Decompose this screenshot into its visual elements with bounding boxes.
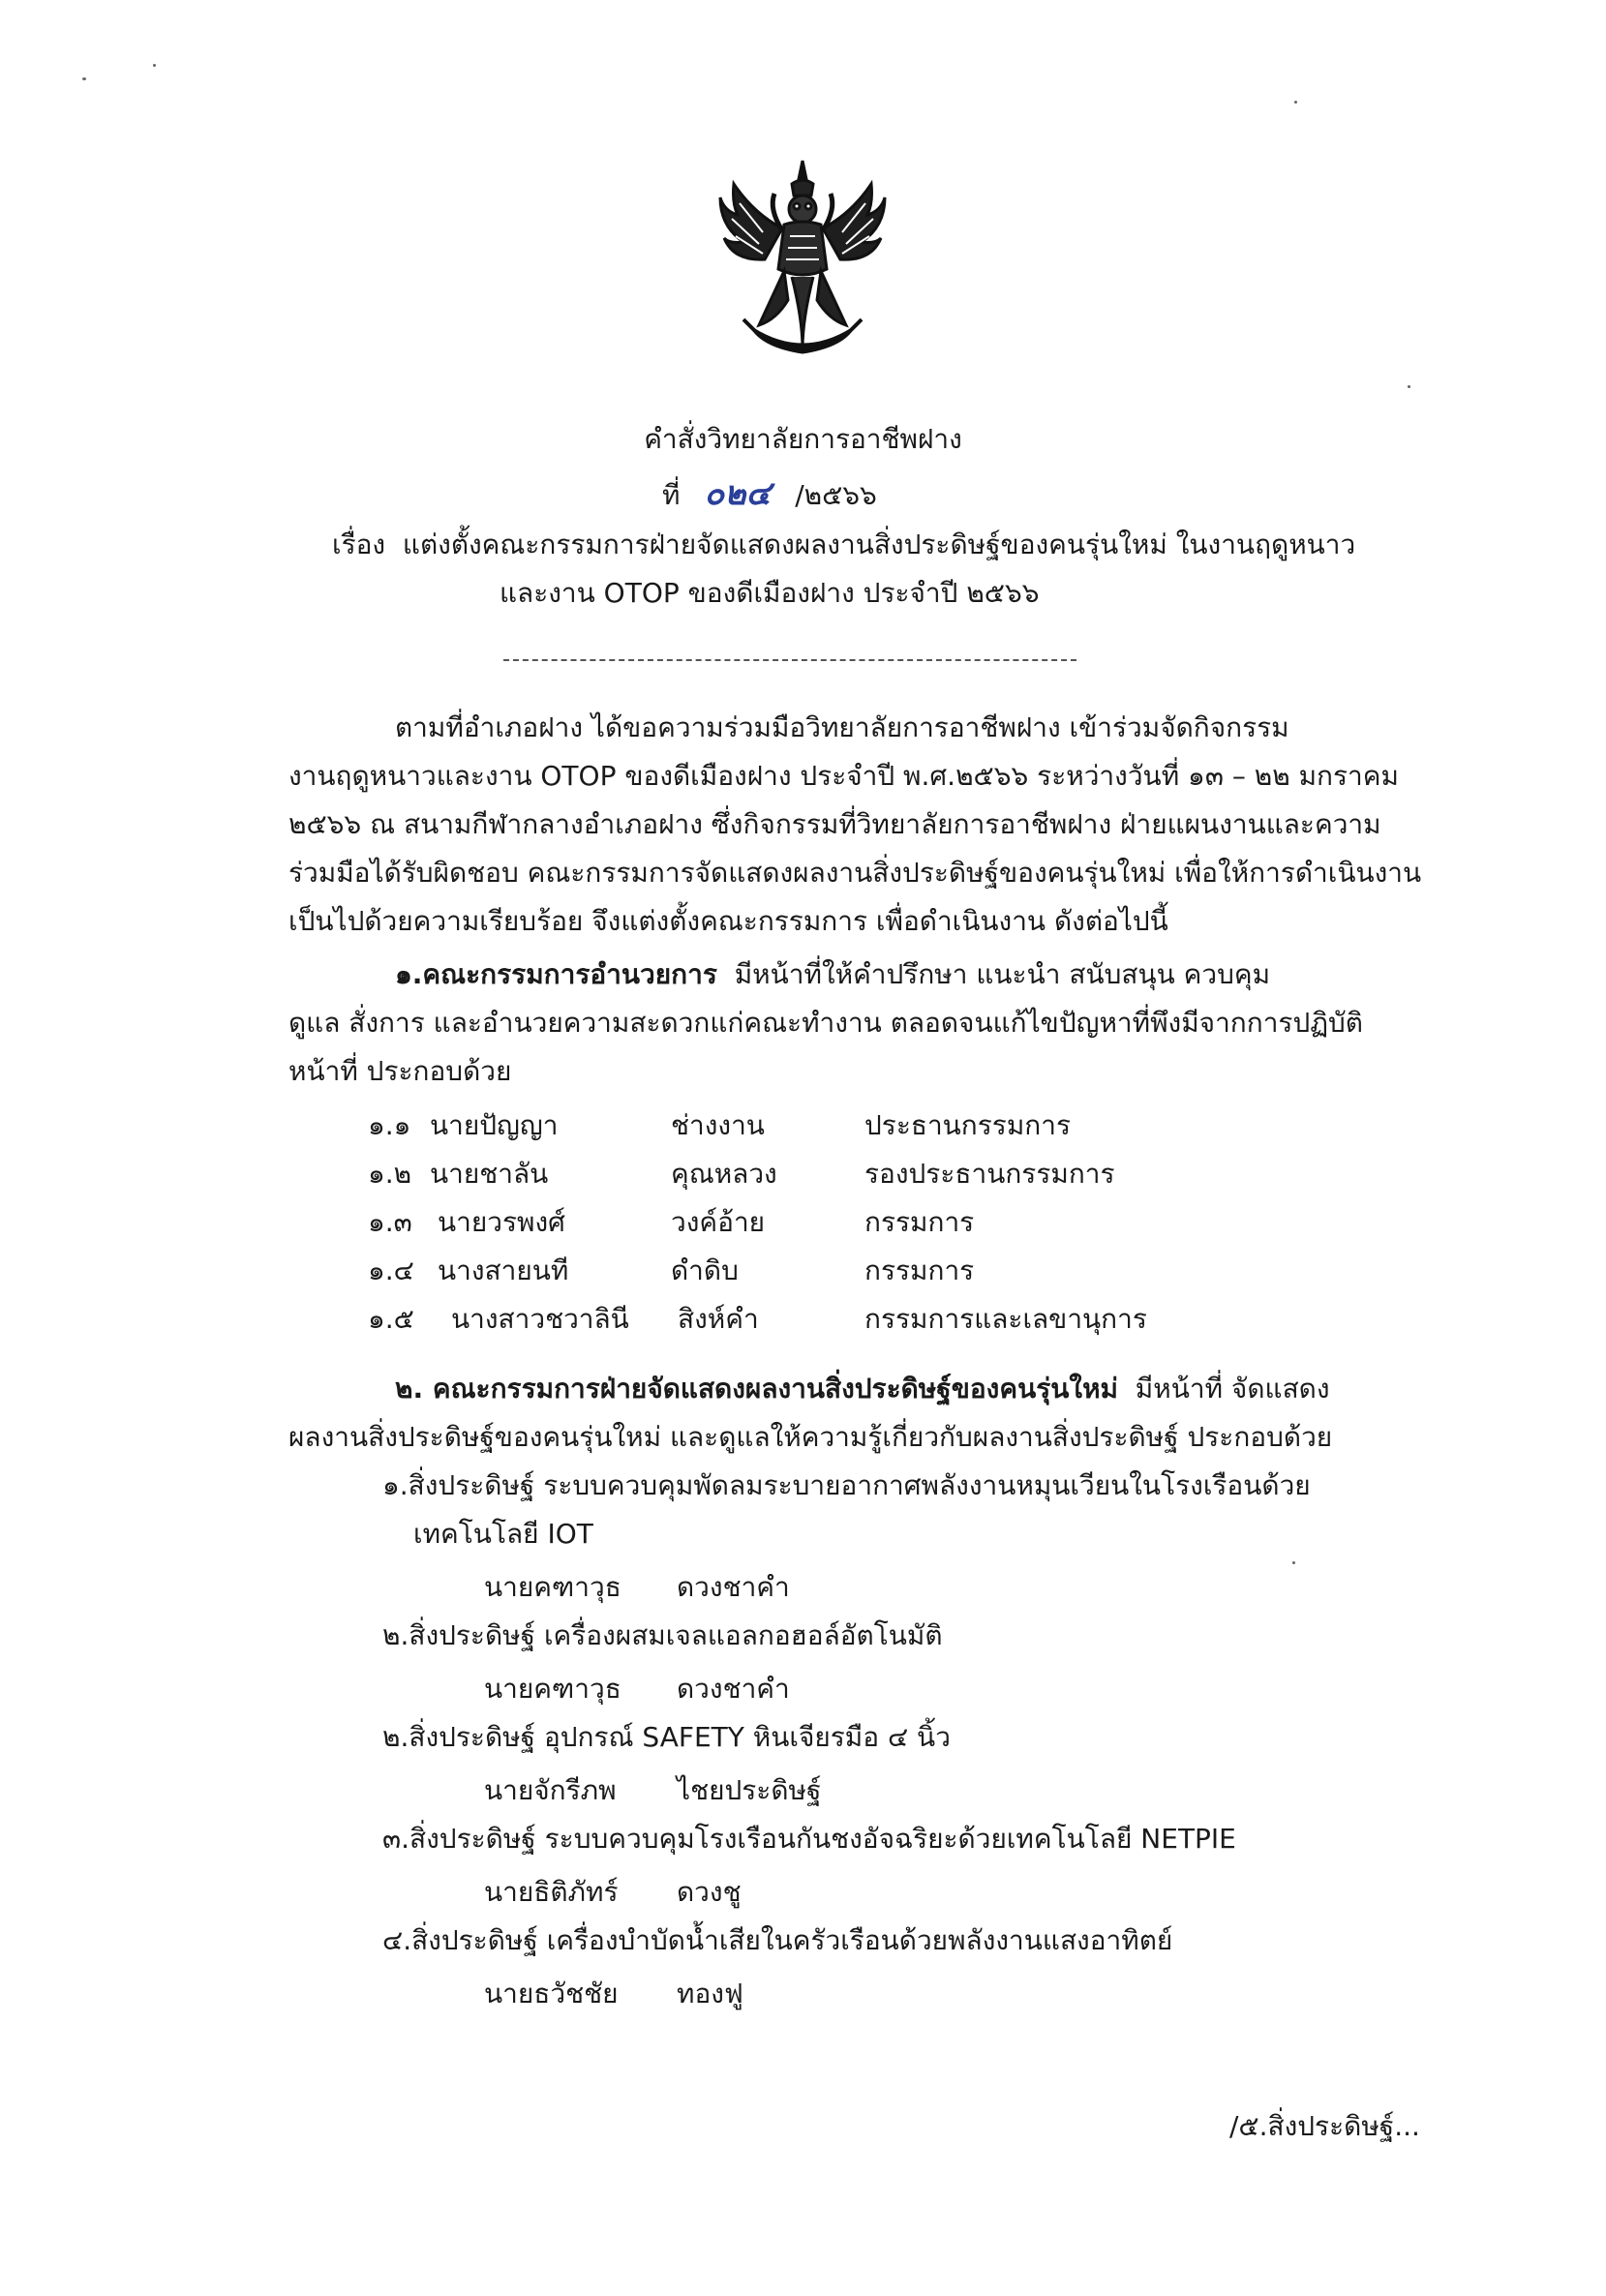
invention-title: ๑.สิ่งประดิษฐ์ ระบบควบคุมพัดลมระบายอากาศพลังงานหมุนเวียนในโรงเรือนด้วย — [382, 1469, 1311, 1501]
invention-title: ๓.สิ่งประดิษฐ์ ระบบควบคุมโรงเรือนกันชงอัจฉริยะด้วยเทคโนโลยี NETPIE — [382, 1823, 1236, 1855]
member-role: ประธานกรรมการ — [864, 1109, 1072, 1141]
member-first-name: นายชาลัน — [430, 1158, 549, 1190]
member-last-name: สิงห์คำ — [678, 1303, 759, 1335]
order-number-line — [662, 474, 877, 515]
inventor-last-name: ดวงชาคำ — [677, 1571, 790, 1603]
member-role: กรรมการ — [864, 1254, 975, 1286]
member-no: ๑.๓ — [368, 1206, 412, 1238]
scan-speck — [1408, 385, 1410, 388]
member-last-name: วงค์อ้าย — [671, 1206, 766, 1238]
intro-line-4: ร่วมมือได้รับผิดชอบ คณะกรรมการจัดแสดงผลงานสิ่งประดิษฐ์ของคนรุ่นใหม่ เพื่อให้การดำเนินงาน — [288, 857, 1422, 889]
section1-line-1 — [395, 955, 1270, 994]
invention-title: ๒.สิ่งประดิษฐ์ เครื่องผสมเจลแอลกอฮอล์อัตโนมัติ — [382, 1619, 943, 1651]
inventor-last-name: ดวงชู — [677, 1876, 742, 1908]
divider-dashed — [503, 659, 1076, 661]
member-first-name: นางสายนที — [438, 1254, 569, 1286]
subject-line-1 — [332, 526, 1355, 564]
continuation-note: /๕.สิ่งประดิษฐ์... — [1229, 2110, 1420, 2142]
inventor-last-name: ดวงชาคำ — [677, 1673, 790, 1705]
scan-speck — [1294, 101, 1297, 104]
garuda-emblem-icon — [714, 155, 891, 356]
invention-title: ๔.สิ่งประดิษฐ์ เครื่องบำบัดน้ำเสียในครัวเรือนด้วยพลังงานแสงอาทิตย์ — [382, 1924, 1173, 1956]
invention-title-cont: เทคโนโลยี IOT — [413, 1518, 593, 1550]
inventor-first-name: นายธวัชชัย — [484, 1978, 619, 2009]
member-role: กรรมการ — [864, 1206, 975, 1238]
inventor-first-name: นายจักรีภพ — [484, 1774, 617, 1806]
inventor-last-name: ไชยประดิษฐ์ — [677, 1774, 822, 1806]
section1-line-3: หน้าที่ ประกอบด้วย — [288, 1055, 512, 1087]
member-first-name: นายวรพงศ์ — [438, 1206, 565, 1238]
member-last-name: ช่างงาน — [671, 1109, 765, 1141]
scan-speck — [153, 64, 156, 67]
inventor-first-name: นายคฑาวุธ — [484, 1673, 621, 1705]
subject-line-2: และงาน OTOP ของดีเมืองฝาง ประจำปี ๒๕๖๖ — [500, 577, 1040, 609]
scan-speck — [82, 77, 86, 80]
subject-text: แต่งตั้งคณะกรรมการฝ่ายจัดแสดงผลงานสิ่งประดิษฐ์ของคนรุ่นใหม่ ในงานฤดูหนาว — [402, 529, 1356, 560]
intro-line-3: ๒๕๖๖ ณ สนามกีฬากลางอำเภอฝาง ซึ่งกิจกรรมที่วิทยาลัยการอาชีพฝาง ฝ่ายแผนงานและความ — [288, 808, 1381, 840]
member-no: ๑.๒ — [368, 1158, 412, 1190]
inventor-first-name: นายธิติภัทร์ — [484, 1876, 619, 1908]
section2-line-2: ผลงานสิ่งประดิษฐ์ของคนรุ่นใหม่ และดูแลให้ความรู้เกี่ยวกับผลงานสิ่งประดิษฐ์ ประกอบด้วย — [288, 1421, 1333, 1453]
order-prefix: ที่ — [662, 479, 681, 511]
order-number-handwritten: ๐๒๔ — [704, 474, 772, 513]
order-year: /๒๕๖๖ — [795, 479, 877, 511]
section1-line-2: ดูแล สั่งการ และอำนวยความสะดวกแก่คณะทำงาน ตลอดจนแก้ไขปัญหาที่พึงมีจากการปฏิบัติ — [288, 1007, 1363, 1039]
member-last-name: คุณหลวง — [671, 1158, 777, 1190]
inventor-first-name: นายคฑาวุธ — [484, 1571, 621, 1603]
intro-line-2: งานฤดูหนาวและงาน OTOP ของดีเมืองฝาง ประจำปี พ.ศ.๒๕๖๖ ระหว่างวันที่ ๑๓ – ๒๒ มกราคม — [288, 760, 1399, 792]
member-no: ๑.๕ — [368, 1303, 414, 1335]
section2-heading: ๒. คณะกรรมการฝ่ายจัดแสดงผลงานสิ่งประดิษฐ์ของคนรุ่นใหม่ — [395, 1373, 1118, 1405]
member-no: ๑.๔ — [368, 1254, 414, 1286]
section2-duty: มีหน้าที่ จัดแสดง — [1135, 1373, 1330, 1405]
member-no: ๑.๑ — [368, 1109, 411, 1141]
section2-line-1 — [395, 1370, 1330, 1408]
member-first-name: นางสาวชวาลินี — [451, 1303, 629, 1335]
section1-heading: ๑.คณะกรรมการอำนวยการ — [395, 958, 717, 990]
inventor-last-name: ทองฟู — [677, 1978, 743, 2009]
section1-duty: มีหน้าที่ให้คำปรึกษา แนะนำ สนับสนุน ควบคุม — [734, 958, 1271, 990]
intro-line-5: เป็นไปด้วยความเรียบร้อย จึงแต่งตั้งคณะกรรมการ เพื่อดำเนินงาน ดังต่อไปนี้ — [288, 905, 1168, 937]
member-role: กรรมการและเลขานุการ — [864, 1303, 1147, 1335]
intro-line-1: ตามที่อำเภอฝาง ได้ขอความร่วมมือวิทยาลัยการอาชีพฝาง เข้าร่วมจัดกิจกรรม — [395, 711, 1289, 743]
scan-speck — [1292, 1561, 1295, 1564]
member-role: รองประธานกรรมการ — [864, 1158, 1115, 1190]
org-title: คำสั่งวิทยาลัยการอาชีพฝาง — [644, 423, 962, 455]
member-last-name: ดำดิบ — [671, 1254, 739, 1286]
member-first-name: นายปัญญา — [430, 1109, 559, 1141]
subject-label: เรื่อง — [332, 529, 386, 560]
invention-title: ๒.สิ่งประดิษฐ์ อุปกรณ์ SAFETY หินเจียรมือ ๔ นิ้ว — [382, 1721, 951, 1753]
